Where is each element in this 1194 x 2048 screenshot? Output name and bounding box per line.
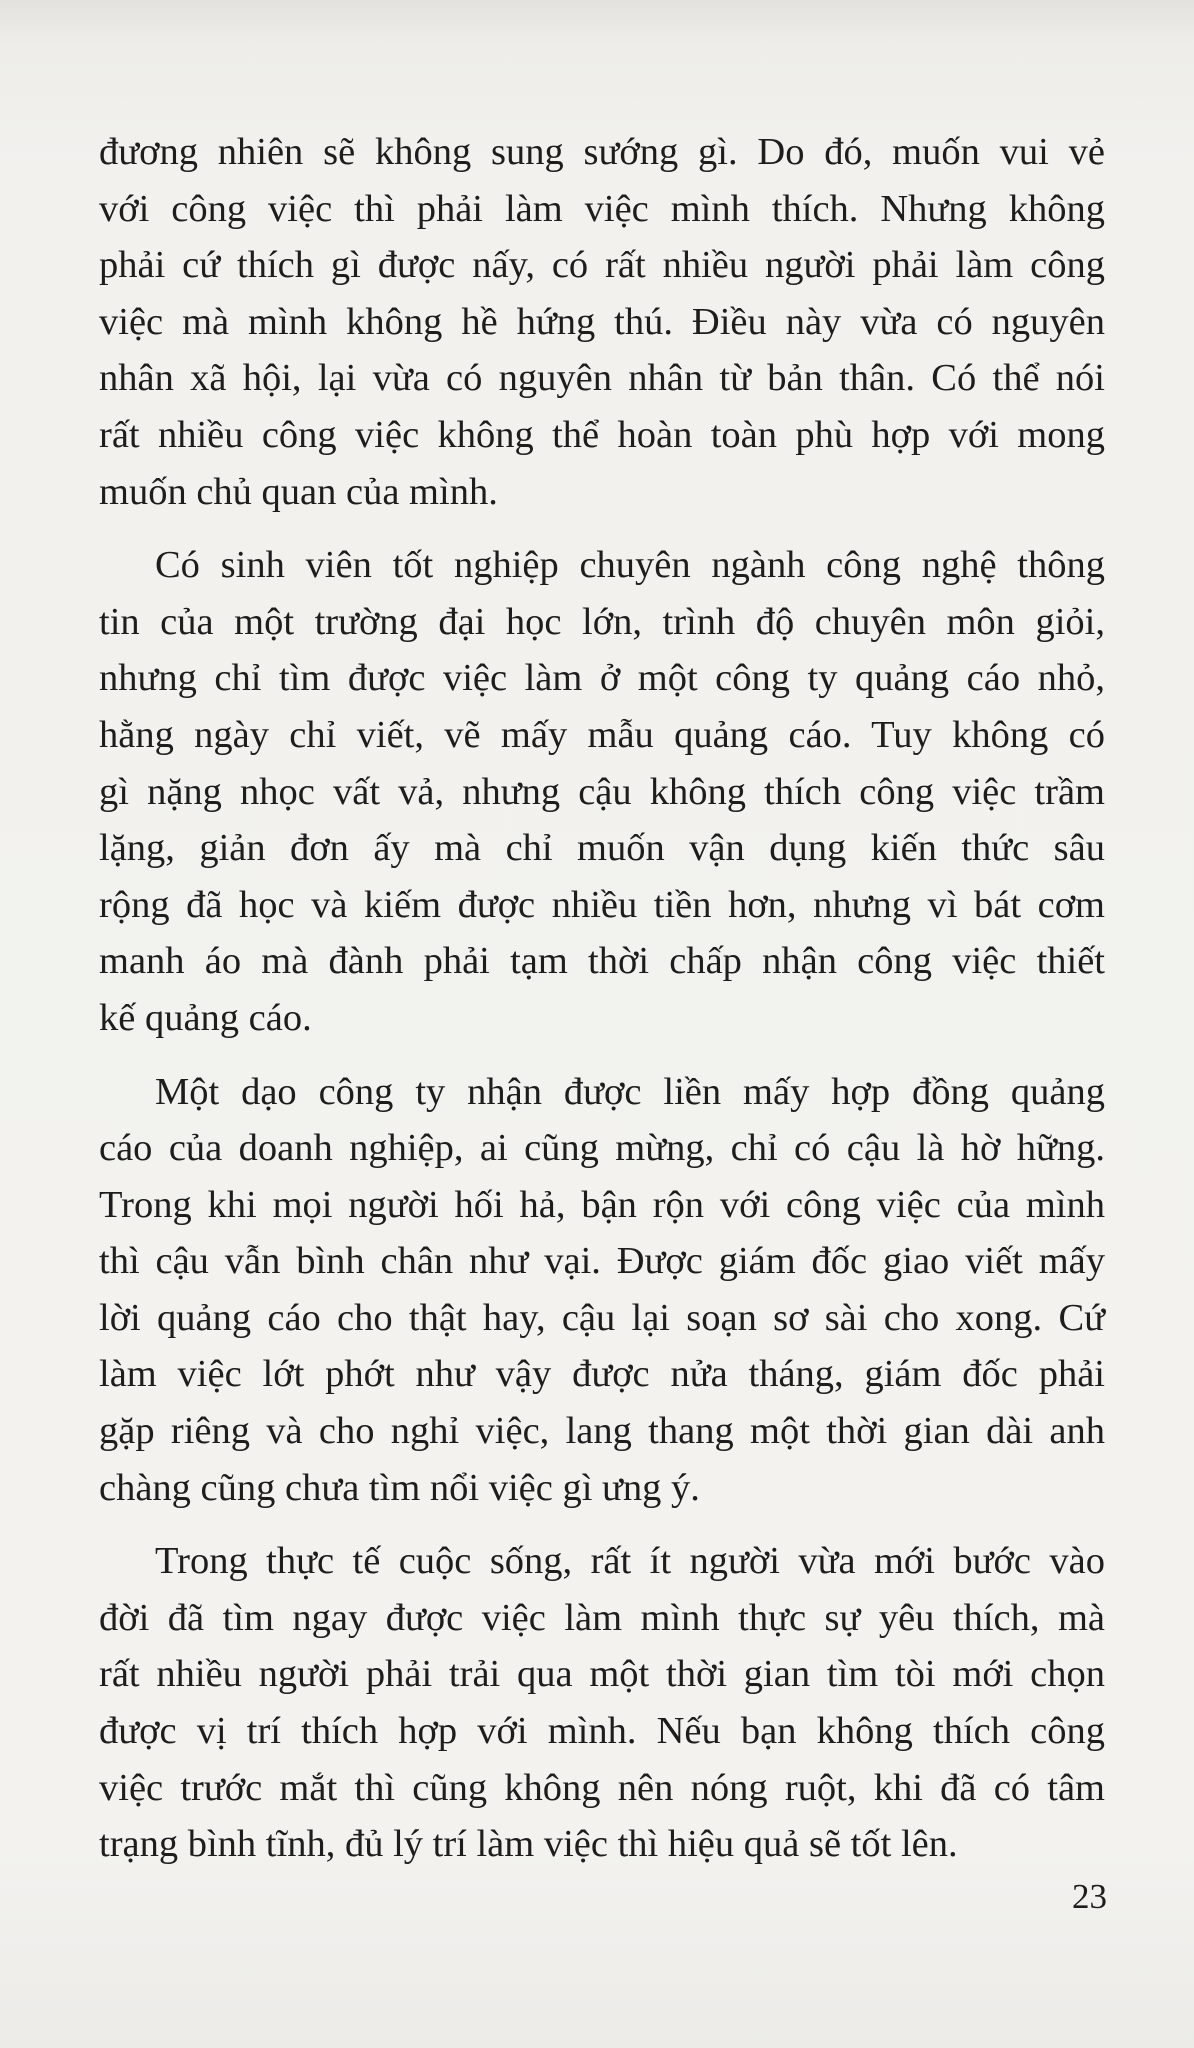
- text-line: gặp riêng và cho nghỉ việc, lang thang một thời gian dài anh: [99, 1410, 1105, 1453]
- paragraph-1: [99, 124, 1105, 520]
- text-line: Trong khi mọi người hối hả, bận rộn với công việc của mình: [99, 1183, 1105, 1226]
- page-top-edge: [0, 0, 1194, 40]
- text-line: lời quảng cáo cho thật hay, cậu lại soạn sơ sài cho xong. Cứ: [99, 1296, 1105, 1339]
- text-line: Có sinh viên tốt nghiệp chuyên ngành công nghệ thông: [155, 544, 1105, 587]
- text-line: làm việc lớt phớt như vậy được nửa tháng, giám đốc phải: [99, 1353, 1105, 1396]
- paragraph-3: [99, 1064, 1105, 1517]
- text-line: rất nhiều người phải trải qua một thời gian tìm tòi mới chọn: [99, 1653, 1105, 1696]
- text-line: tin của một trường đại học lớn, trình độ chuyên môn giỏi,: [99, 600, 1105, 643]
- text-line: được vị trí thích hợp với mình. Nếu bạn không thích công: [99, 1710, 1105, 1753]
- paragraph-2: [99, 537, 1105, 1046]
- text-line: đương nhiên sẽ không sung sướng gì. Do đó, muốn vui vẻ: [99, 131, 1105, 173]
- text-line: nhưng chỉ tìm được việc làm ở một công ty quảng cáo nhỏ,: [99, 657, 1105, 700]
- text-line: Một dạo công ty nhận được liền mấy hợp đồng quảng: [155, 1070, 1105, 1113]
- text-line: manh áo mà đành phải tạm thời chấp nhận công việc thiết: [99, 940, 1105, 983]
- text-line: việc trước mắt thì cũng không nên nóng ruột, khi đã có tâm: [99, 1766, 1105, 1809]
- text-line: lặng, giản đơn ấy mà chỉ muốn vận dụng kiến thức sâu: [99, 827, 1105, 870]
- text-line: hằng ngày chỉ viết, vẽ mấy mẫu quảng cáo. Tuy không có: [99, 713, 1105, 756]
- text-line: kế quảng cáo.: [99, 996, 312, 1039]
- text-line: rộng đã học và kiếm được nhiều tiền hơn, nhưng vì bát cơm: [99, 883, 1105, 926]
- text-line: đời đã tìm ngay được việc làm mình thực sự yêu thích, mà: [99, 1596, 1105, 1639]
- text-line: nhân xã hội, lại vừa có nguyên nhân từ bản thân. Có thể nói: [99, 357, 1105, 400]
- body-text: [99, 124, 1105, 1890]
- text-line: phải cứ thích gì được nấy, có rất nhiều người phải làm công: [99, 244, 1105, 287]
- text-line: với công việc thì phải làm việc mình thích. Nhưng không: [99, 187, 1105, 230]
- text-line: muốn chủ quan của mình.: [99, 470, 498, 513]
- text-line: gì nặng nhọc vất vả, nhưng cậu không thích công việc trầm: [99, 770, 1105, 813]
- page-number: 23: [1072, 1877, 1107, 1916]
- text-line: chàng cũng chưa tìm nổi việc gì ưng ý.: [99, 1466, 700, 1509]
- text-line: Trong thực tế cuộc sống, rất ít người vừa mới bước vào: [155, 1540, 1105, 1583]
- text-line: cáo của doanh nghiệp, ai cũng mừng, chỉ có cậu là hờ hững.: [99, 1127, 1105, 1170]
- text-line: trạng bình tĩnh, đủ lý trí làm việc thì hiệu quả sẽ tốt lên.: [99, 1823, 958, 1866]
- paragraph-4: [99, 1533, 1105, 1873]
- text-line: việc mà mình không hề hứng thú. Điều này vừa có nguyên: [99, 300, 1105, 343]
- text-line: thì cậu vẫn bình chân như vại. Được giám đốc giao viết mấy: [99, 1240, 1105, 1283]
- text-line: rất nhiều công việc không thể hoàn toàn phù hợp với mong: [99, 413, 1105, 456]
